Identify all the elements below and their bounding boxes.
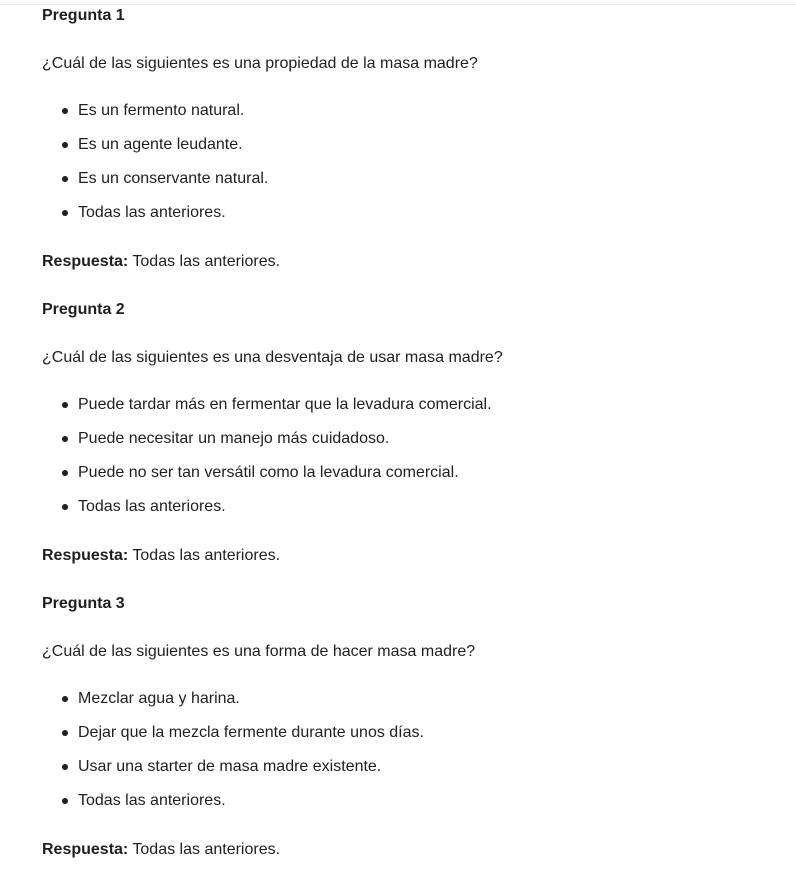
option-item: Todas las anteriores. [42,780,424,814]
option-item: Puede tardar más en fermentar que la levadura comercial. [42,384,492,418]
answer-label: Respuesta: [42,547,129,564]
answer-label: Respuesta: [42,841,129,858]
option-item: Es un conservante natural. [42,158,268,192]
option-item: Es un agente leudante. [42,124,268,158]
answer-text: Todas las anteriores. [128,841,281,858]
quiz-content [42,0,782,882]
question-title: Pregunta 3 [42,595,125,612]
question-prompt: ¿Cuál de las siguientes es una desventaja de usar masa madre? [42,349,503,366]
question-title: Pregunta 1 [42,7,125,24]
option-item: Puede necesitar un manejo más cuidadoso. [42,418,492,452]
options-list [42,384,492,520]
option-item: Mezclar agua y harina. [42,678,424,712]
question-prompt: ¿Cuál de las siguientes es una propiedad de la masa madre? [42,55,478,72]
option-item: Todas las anteriores. [42,192,268,226]
question-1 [42,0,782,294]
question-title: Pregunta 2 [42,301,125,318]
options-list [42,90,268,226]
option-item: Dejar que la mezcla fermente durante unos días. [42,712,424,746]
option-item: Usar una starter de masa madre existente. [42,746,424,780]
question-2 [42,294,782,588]
option-item: Es un fermento natural. [42,90,268,124]
answer-line [42,252,280,272]
answer-text: Todas las anteriores. [128,253,281,270]
answer-line [42,840,280,860]
answer-line [42,546,280,566]
question-3 [42,588,782,882]
answer-text: Todas las anteriores. [128,547,281,564]
option-item: Puede no ser tan versátil como la levadura comercial. [42,452,492,486]
answer-label: Respuesta: [42,253,129,270]
question-prompt: ¿Cuál de las siguientes es una forma de hacer masa madre? [42,643,476,660]
options-list [42,678,424,814]
option-item: Todas las anteriores. [42,486,492,520]
